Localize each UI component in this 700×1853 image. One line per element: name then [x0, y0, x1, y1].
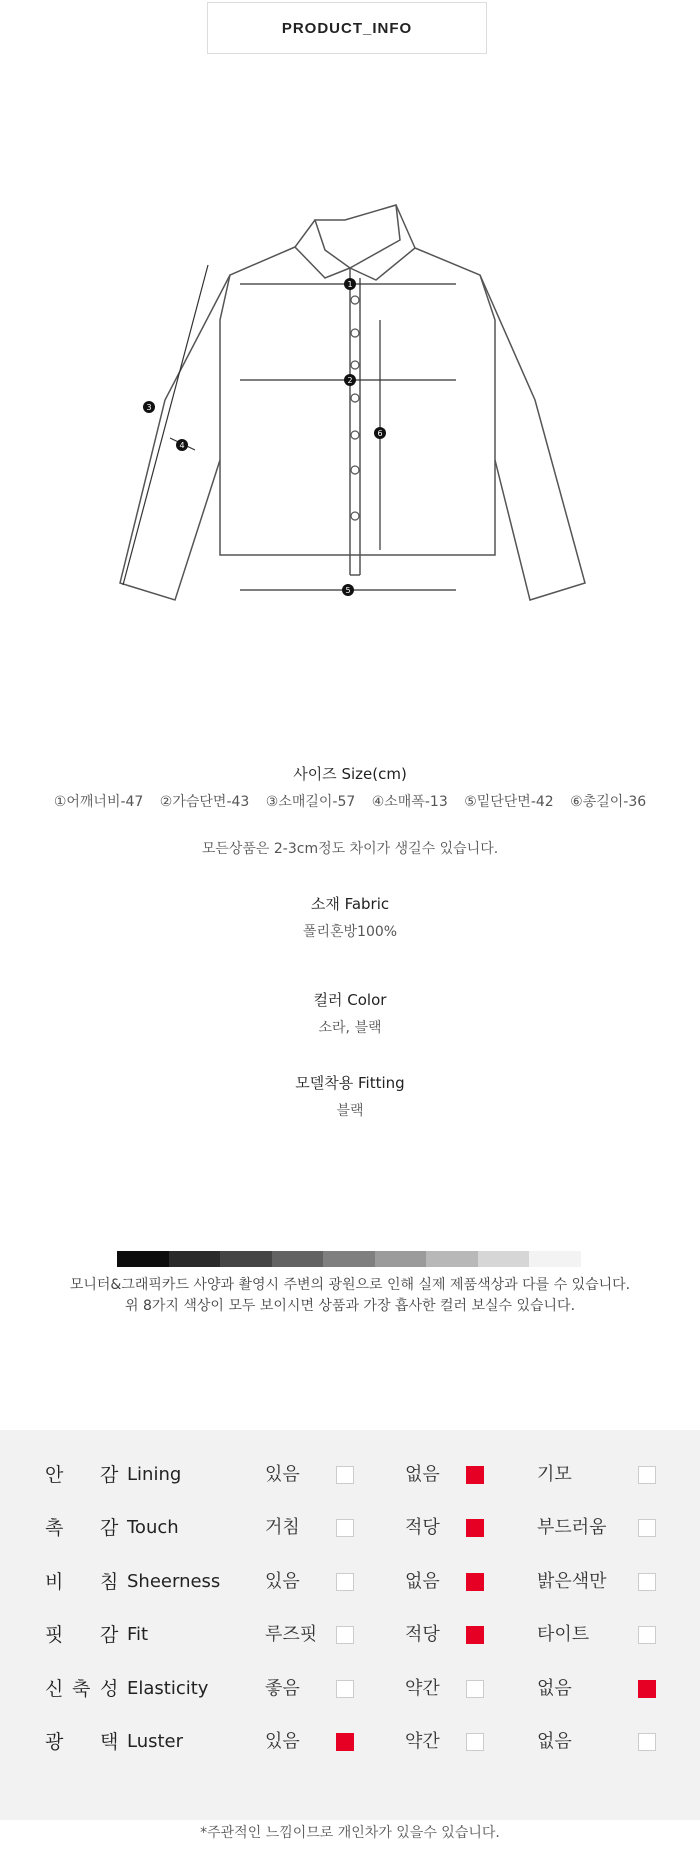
unchecked-checkbox [638, 1573, 656, 1591]
product-info-header [207, 2, 487, 54]
fabric-title: 소재 Fabric [310, 895, 390, 913]
checked-checkbox [638, 1680, 656, 1698]
attribute-row [0, 1727, 700, 1757]
attribute-label-char: 감 [100, 1624, 119, 1646]
unchecked-checkbox [638, 1466, 656, 1484]
attribute-label-char: 축 [72, 1678, 91, 1700]
attribute-label-char: 감 [100, 1464, 119, 1486]
monitor-note-line-2: 위 8가지 색상이 모두 보이시면 상품과 가장 흡사한 컬러 보실수 있습니다. [124, 1298, 576, 1314]
color-title: 컬러 Color [313, 991, 387, 1009]
attribute-option-label: 거침 [265, 1517, 300, 1538]
color-swatch [323, 1251, 375, 1267]
checked-checkbox [466, 1626, 484, 1644]
unchecked-checkbox [638, 1733, 656, 1751]
color-swatch [272, 1251, 324, 1267]
attribute-option-label: 밝은색만 [537, 1571, 607, 1592]
unchecked-checkbox [638, 1519, 656, 1537]
fitting-value: 블랙 [336, 1103, 364, 1119]
attribute-label-en: Lining [127, 1464, 182, 1485]
attribute-label-en: Touch [127, 1517, 179, 1538]
unchecked-checkbox [466, 1680, 484, 1698]
color-swatch [478, 1251, 530, 1267]
svg-text:4: 4 [179, 441, 185, 450]
product-info-title: PRODUCT_INFO [281, 19, 413, 37]
attribute-option-label: 없음 [405, 1571, 440, 1592]
attribute-label-en: Luster [127, 1731, 184, 1752]
footnote: *주관적인 느낌이므로 개인차가 있을수 있습니다. [200, 1825, 500, 1841]
attribute-label-en: Fit [127, 1624, 149, 1645]
attribute-label-char: 광 [45, 1731, 64, 1753]
size-section [0, 763, 700, 784]
attribute-option-label: 있음 [265, 1731, 300, 1752]
svg-text:3: 3 [146, 403, 152, 412]
svg-text:6: 6 [377, 429, 383, 438]
attribute-row [0, 1620, 700, 1650]
fabric-value: 폴리혼방100% [302, 924, 398, 940]
attribute-option-label: 루즈핏 [265, 1624, 318, 1645]
svg-text:2: 2 [347, 376, 353, 385]
size-note: 모든상품은 2-3cm정도 차이가 생길수 있습니다. [201, 841, 499, 857]
attribute-option-label: 없음 [537, 1731, 572, 1752]
attribute-label-char: 택 [100, 1731, 119, 1753]
attribute-label-char: 성 [100, 1678, 119, 1700]
monitor-note [0, 1275, 700, 1317]
color-swatch [220, 1251, 272, 1267]
attribute-label-char: 비 [45, 1571, 64, 1593]
size-sleeve-length: ③소매길이-57 [265, 794, 356, 810]
checked-checkbox [336, 1733, 354, 1751]
attribute-option-label: 약간 [405, 1731, 440, 1752]
attribute-option-label: 좋음 [265, 1678, 300, 1699]
size-hem: ⑤밑단단면-42 [464, 794, 554, 810]
attribute-row [0, 1460, 700, 1490]
attribute-option-label: 부드러움 [537, 1517, 607, 1538]
attribute-label-char: 핏 [45, 1624, 64, 1646]
fitting-title: 모델착용 Fitting [295, 1074, 405, 1092]
color-swatch [426, 1251, 478, 1267]
color-swatch [169, 1251, 221, 1267]
unchecked-checkbox [638, 1626, 656, 1644]
attribute-option-label: 적당 [405, 1517, 440, 1538]
attribute-label-char: 침 [100, 1571, 119, 1593]
attribute-option-label: 적당 [405, 1624, 440, 1645]
size-title: 사이즈 Size(cm) [293, 765, 407, 783]
checked-checkbox [466, 1466, 484, 1484]
attribute-option-label: 약간 [405, 1678, 440, 1699]
attribute-option-label: 타이트 [537, 1624, 590, 1645]
attribute-label-char: 신 [45, 1678, 64, 1700]
attribute-option-label: 있음 [265, 1571, 300, 1592]
attribute-label-en: Elasticity [127, 1678, 209, 1699]
attribute-label-char: 촉 [45, 1517, 64, 1539]
color-swatch [375, 1251, 427, 1267]
unchecked-checkbox [336, 1466, 354, 1484]
attribute-option-label: 없음 [405, 1464, 440, 1485]
checked-checkbox [466, 1573, 484, 1591]
monitor-note-line-1: 모니터&그래픽카드 사양과 촬영시 주변의 광원으로 인해 실제 제품색상과 다를 수 있습니다. [69, 1277, 631, 1293]
color-swatch [529, 1251, 581, 1267]
size-total-length: ⑥총길이-36 [570, 794, 647, 810]
unchecked-checkbox [336, 1519, 354, 1537]
attribute-row [0, 1567, 700, 1597]
color-swatch-strip [117, 1251, 581, 1267]
unchecked-checkbox [336, 1573, 354, 1591]
unchecked-checkbox [466, 1733, 484, 1751]
unchecked-checkbox [336, 1680, 354, 1698]
svg-text:5: 5 [345, 586, 351, 595]
size-chest: ②가슴단면-43 [159, 794, 250, 810]
unchecked-checkbox [336, 1626, 354, 1644]
attribute-row [0, 1513, 700, 1543]
attribute-option-label: 없음 [537, 1678, 572, 1699]
shirt-size-diagram [80, 200, 620, 640]
size-measurements [0, 791, 700, 811]
attribute-label-char: 안 [45, 1464, 64, 1486]
attributes-panel [0, 1430, 700, 1820]
checked-checkbox [466, 1519, 484, 1537]
attribute-option-label: 기모 [537, 1464, 572, 1485]
color-swatch [117, 1251, 169, 1267]
svg-text:1: 1 [347, 280, 353, 289]
size-sleeve-width: ④소매폭-13 [371, 794, 448, 810]
attribute-row [0, 1674, 700, 1704]
size-shoulder: ①어깨너비-47 [53, 794, 144, 810]
color-value: 소라, 블랙 [318, 1020, 382, 1036]
attribute-label-char: 감 [100, 1517, 119, 1539]
attribute-option-label: 있음 [265, 1464, 300, 1485]
attribute-label-en: Sheerness [127, 1571, 221, 1592]
